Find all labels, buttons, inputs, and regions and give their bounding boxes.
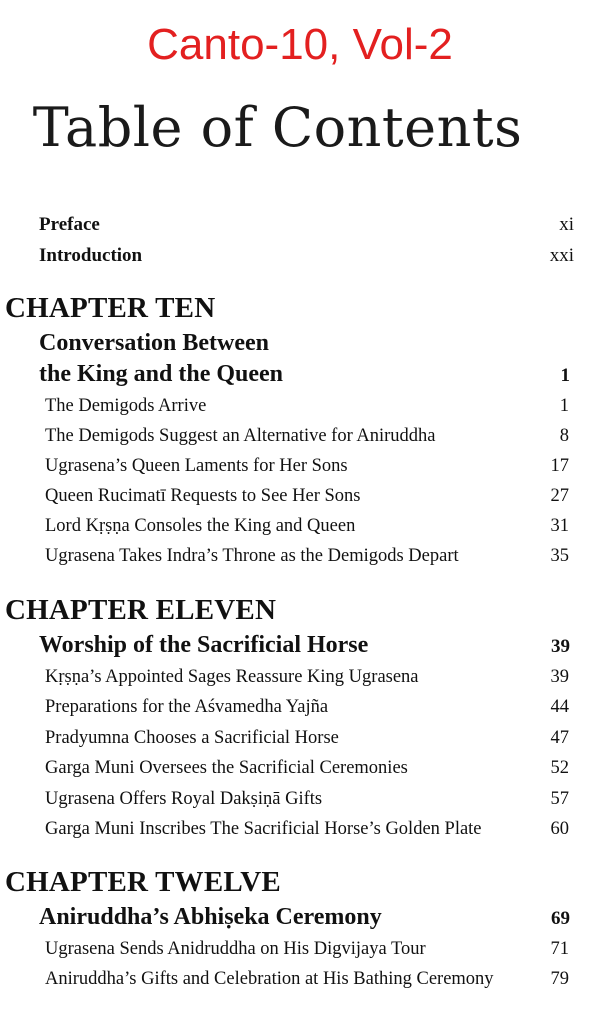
entry-label: Queen Rucimatī Requests to See Her Sons xyxy=(45,486,361,506)
chapter-heading: CHAPTER ELEVEN xyxy=(5,594,277,626)
entry-label: Garga Muni Inscribes The Sacrificial Horse’s Golden Plate xyxy=(45,819,482,839)
chapter-heading: CHAPTER TWELVE xyxy=(5,866,281,898)
entry-page: 44 xyxy=(550,697,569,717)
chapter-page: 39 xyxy=(551,636,570,657)
entry-label: Introduction xyxy=(39,245,143,266)
entry-label: The Demigods Suggest an Alternative for Aniruddha xyxy=(45,426,436,446)
entry-label: Preparations for the Aśvamedha Yajña xyxy=(45,697,329,717)
entry-label: Ugrasena Sends Anidruddha on His Digvijaya Tour xyxy=(45,939,426,959)
entry-page: 8 xyxy=(559,426,569,446)
volume-label: Canto-10, Vol-2 xyxy=(147,20,453,69)
entry-label: Garga Muni Oversees the Sacrificial Ceremonies xyxy=(45,758,408,778)
entry-label: Preface xyxy=(39,214,100,235)
chapter-page: 1 xyxy=(560,365,570,386)
entry-page: 27 xyxy=(550,486,569,506)
entry-page: 39 xyxy=(550,667,569,687)
entry-label: Lord Kṛṣṇa Consoles the King and Queen xyxy=(45,516,356,536)
chapter-title-line: Aniruddha’s Abhiṣeka Ceremony xyxy=(39,904,382,930)
entry-label: Ugrasena Takes Indra’s Throne as the Demigods Depart xyxy=(45,546,459,566)
entry-page: 60 xyxy=(550,819,569,839)
chapter-title-line: the King and the Queen xyxy=(39,361,284,387)
entry-label: Aniruddha’s Gifts and Celebration at His Bathing Ceremony xyxy=(45,969,494,989)
entry-page: 57 xyxy=(550,789,569,809)
entry-label: Kṛṣṇa’s Appointed Sages Reassure King Ugrasena xyxy=(45,667,419,687)
entry-page: xi xyxy=(559,214,574,235)
entry-page: 17 xyxy=(550,456,569,476)
entry-label: Ugrasena Offers Royal Dakṣiṇā Gifts xyxy=(45,789,323,809)
chapter-title-line: Worship of the Sacrificial Horse xyxy=(39,632,369,658)
page-title: Table of Contents xyxy=(32,96,523,159)
entry-page: 71 xyxy=(550,939,569,959)
entry-page: 31 xyxy=(550,516,569,536)
chapter-page: 69 xyxy=(551,908,570,929)
entry-page: 79 xyxy=(550,969,569,989)
entry-label: Pradyumna Chooses a Sacrificial Horse xyxy=(45,728,339,748)
entry-page: 1 xyxy=(559,396,569,416)
entry-page: xxi xyxy=(549,245,574,266)
entry-label: The Demigods Arrive xyxy=(45,396,207,416)
entry-label: Ugrasena’s Queen Laments for Her Sons xyxy=(45,456,348,476)
chapter-heading: CHAPTER TEN xyxy=(5,292,216,324)
entry-page: 47 xyxy=(550,728,569,748)
entry-page: 52 xyxy=(550,758,569,778)
chapter-title-line: Conversation Between xyxy=(39,330,269,356)
entry-page: 35 xyxy=(550,546,569,566)
